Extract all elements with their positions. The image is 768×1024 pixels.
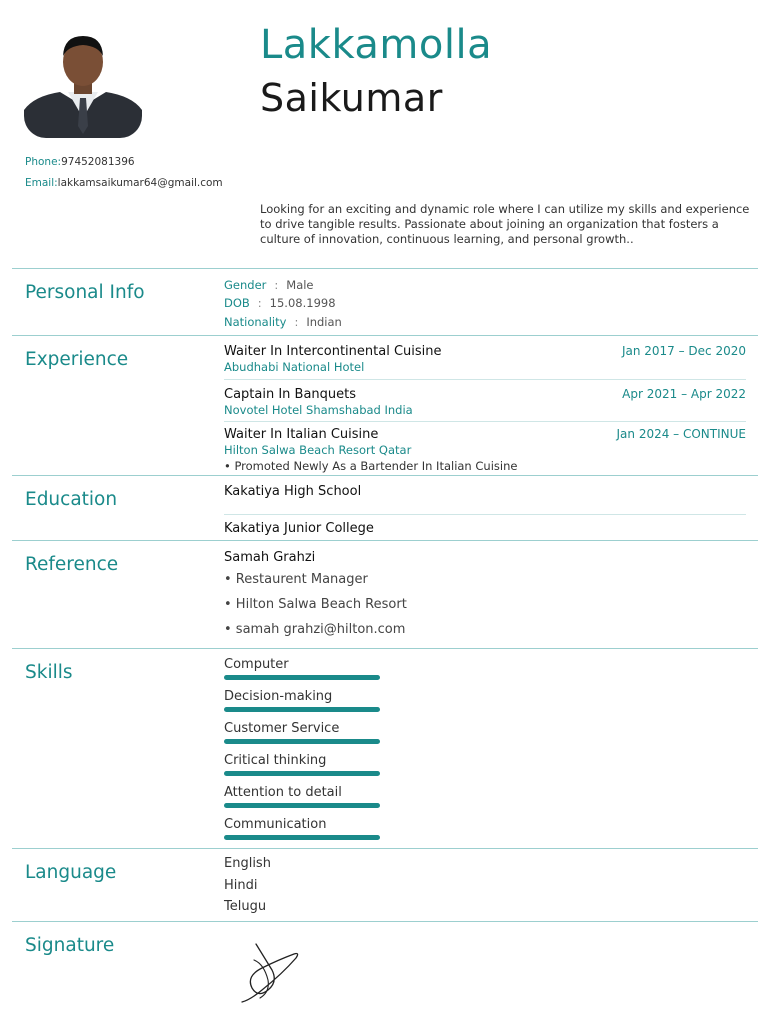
email-value[interactable]: lakkamsaikumar64@gmail.com: [57, 177, 223, 189]
personal-info-list: [224, 269, 746, 336]
section-title-signature: Signature: [25, 935, 115, 956]
skill-bar: [224, 739, 380, 744]
section-reference: [12, 540, 758, 648]
nationality-label: Nationality: [224, 315, 287, 329]
nationality-separator: :: [294, 315, 299, 329]
last-name: Saikumar: [260, 76, 443, 120]
skill-item: [224, 657, 384, 680]
experience-item: [224, 387, 746, 417]
experience-dates: Jan 2024 – CONTINUE: [616, 427, 746, 441]
reference-block: [224, 541, 746, 649]
section-title-language: Language: [25, 862, 117, 883]
dob-label: DOB: [224, 296, 250, 310]
experience-role: Captain In Banquets: [224, 387, 357, 402]
skill-bar: [224, 771, 380, 776]
experience-org: Hilton Salwa Beach Resort Qatar: [224, 443, 412, 457]
language-item: Hindi: [224, 878, 258, 893]
reference-line: • Hilton Salwa Beach Resort: [224, 597, 407, 612]
experience-role: Waiter In Italian Cuisine: [224, 427, 379, 442]
first-name: Lakkamolla: [260, 22, 493, 68]
experience-dates: Jan 2017 – Dec 2020: [621, 344, 746, 358]
section-skills: [12, 648, 758, 848]
experience-divider: [224, 379, 746, 380]
nationality-value: Indian: [306, 315, 342, 329]
experience-bullet: • Promoted Newly As a Bartender In Italian Cuisine: [224, 459, 518, 473]
skill-name: Computer: [224, 657, 289, 672]
dob-separator: :: [257, 296, 262, 310]
email-label: Email:: [25, 177, 58, 189]
education-item: Kakatiya High School: [224, 484, 362, 499]
skill-name: Customer Service: [224, 721, 340, 736]
section-title-experience: Experience: [25, 349, 129, 370]
section-experience: [12, 335, 758, 475]
personal-info-row: [224, 278, 314, 292]
skill-item: [224, 721, 384, 744]
section-education: [12, 475, 758, 540]
experience-org: Novotel Hotel Shamshabad India: [224, 403, 413, 417]
dob-value: 15.08.1998: [269, 296, 336, 310]
section-title-education: Education: [25, 489, 118, 510]
section-title-reference: Reference: [25, 554, 119, 575]
phone-label: Phone:: [25, 156, 62, 168]
experience-org: Abudhabi National Hotel: [224, 360, 365, 374]
gender-label: Gender: [224, 278, 267, 292]
skill-bar: [224, 675, 380, 680]
skill-name: Decision-making: [224, 689, 333, 704]
skills-list: [224, 649, 746, 849]
section-personal-info: [12, 268, 758, 335]
signature-image: [238, 940, 304, 1006]
education-item: Kakatiya Junior College: [224, 521, 374, 536]
skill-item: [224, 689, 384, 712]
signature-scribble-icon: [238, 940, 304, 1006]
summary-text: Looking for an exciting and dynamic role where I can utilize my skills and experience to drive tangible results. Passionate about joining an organization that fosters a culture of innovation, continuous learning, and personal growth..: [260, 202, 750, 246]
skill-bar: [224, 835, 380, 840]
reference-name: Samah Grahzi: [224, 550, 316, 565]
skill-item: [224, 753, 384, 776]
language-item: Telugu: [224, 899, 267, 914]
personal-info-row: [224, 315, 342, 329]
experience-item: [224, 344, 746, 374]
skill-name: Communication: [224, 817, 327, 832]
phone: [25, 156, 135, 168]
language-list: [224, 849, 746, 922]
experience-role: Waiter In Intercontinental Cuisine: [224, 344, 442, 359]
skill-name: Attention to detail: [224, 785, 342, 800]
section-signature: [12, 921, 758, 1011]
profile-photo: [24, 26, 142, 138]
skill-item: [224, 785, 384, 808]
person-photo-icon: [24, 26, 142, 138]
skill-name: Critical thinking: [224, 753, 327, 768]
gender-separator: :: [274, 278, 279, 292]
gender-value: Male: [286, 278, 314, 292]
education-divider: [224, 514, 746, 515]
experience-divider: [224, 421, 746, 422]
section-language: [12, 848, 758, 921]
experience-dates: Apr 2021 – Apr 2022: [622, 387, 746, 401]
skill-bar: [224, 803, 380, 808]
skill-bar: [224, 707, 380, 712]
reference-line: • Restaurent Manager: [224, 572, 368, 587]
phone-value[interactable]: 97452081396: [61, 156, 135, 168]
language-item: English: [224, 856, 271, 871]
section-title-personal-info: Personal Info: [25, 282, 145, 303]
experience-list: [224, 336, 746, 476]
personal-info-row: [224, 296, 336, 310]
section-title-skills: Skills: [25, 662, 73, 683]
reference-line[interactable]: • samah grahzi@hilton.com: [224, 622, 406, 637]
experience-item: [224, 427, 746, 473]
education-list: [224, 476, 746, 541]
email: [25, 176, 225, 191]
skill-item: [224, 817, 384, 840]
